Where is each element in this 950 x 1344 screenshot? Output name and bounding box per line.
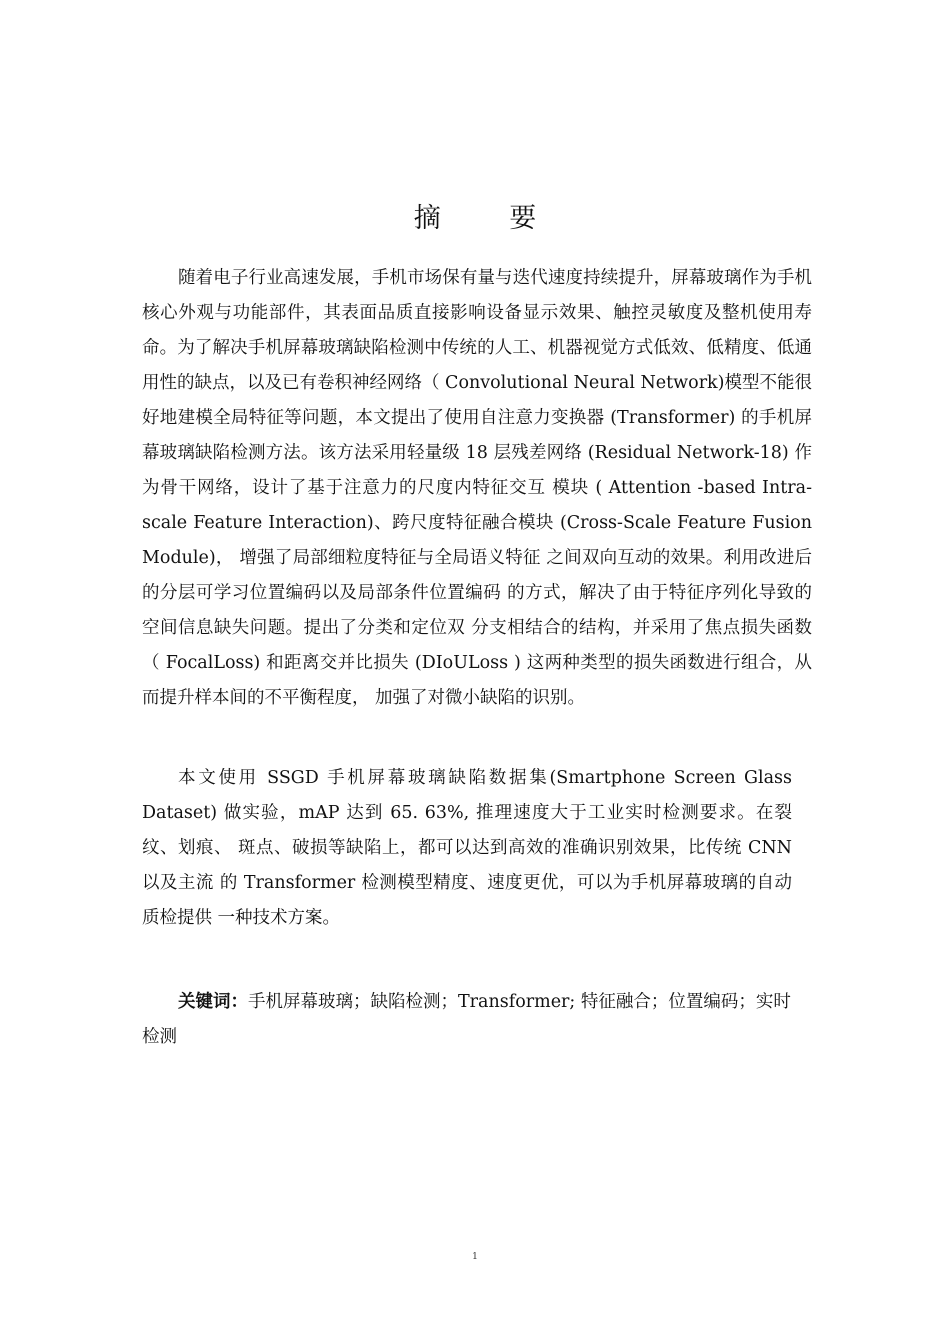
abstract-body-2 xyxy=(142,761,792,936)
abstract-paragraph-1: 随着电子行业高速发展，手机市场保有量与迭代速度持续提升，屏幕玻璃作为手机核心外观与功能部件，其表面品质直接影响设备显示效果、触控灵敏度及整机使用寿命。为了解决手机屏幕玻璃缺陷检测中传统的人工、机器视觉方式低效、低精度、低通用性的缺点，以及已有卷积神经网络（ Convolutional Neural Network)模型不能很好地建模全局特征等问题，本文提出了使用自注意力变换器 (Transformer) 的手机屏幕玻璃缺陷检测方法。该方法采用轻量级 18 层残差网络 (Residual Network-18) 作为骨干网络，设计了基于注意力的尺度内特征交互 模块 ( Attention -based Intra-scale Feature Interaction)、跨尺度特征融合模块 (Cross-Scale Feature Fusion Module)， 增强了局部细粒度特征与全局语义特征 之间双向互动的效果。利用改进后的分层可学习位置编码以及局部条件位置编码 的方式，解决了由于特征序列化导致的空间信息缺失问题。提出了分类和定位双 分支相结合的结构，并采用了焦点损失函数 （ FocalLoss) 和距离交并比损失 (DIoULoss ) 这两种类型的损失函数进行组合，从而提升样本间的不平衡程度， 加强了对微小缺陷的识别。 xyxy=(142,268,812,708)
keywords-line xyxy=(142,985,807,1055)
keywords-text: 手机屏幕玻璃；缺陷检测；Transformer; 特征融合；位置编码；实时检测 xyxy=(142,992,791,1047)
abstract-paragraph-2: 本文使用 SSGD 手机屏幕玻璃缺陷数据集(Smartphone Screen Glass Dataset) 做实验，mAP 达到 65. 63%, 推理速度大于工业实时检测要求。在裂纹、划痕、 斑点、破损等缺陷上，都可以达到高效的准确识别效果，比传统 CNN 以及主流 的 Transformer 检测模型精度、速度更优，可以为手机屏幕玻璃的自动质检提供 一种技术方案。 xyxy=(142,768,792,928)
abstract-body-1 xyxy=(142,261,812,716)
keywords-label: 关键词： xyxy=(178,992,248,1012)
page-number: 1 xyxy=(472,1252,478,1262)
page-title: 摘 要 xyxy=(413,203,567,234)
